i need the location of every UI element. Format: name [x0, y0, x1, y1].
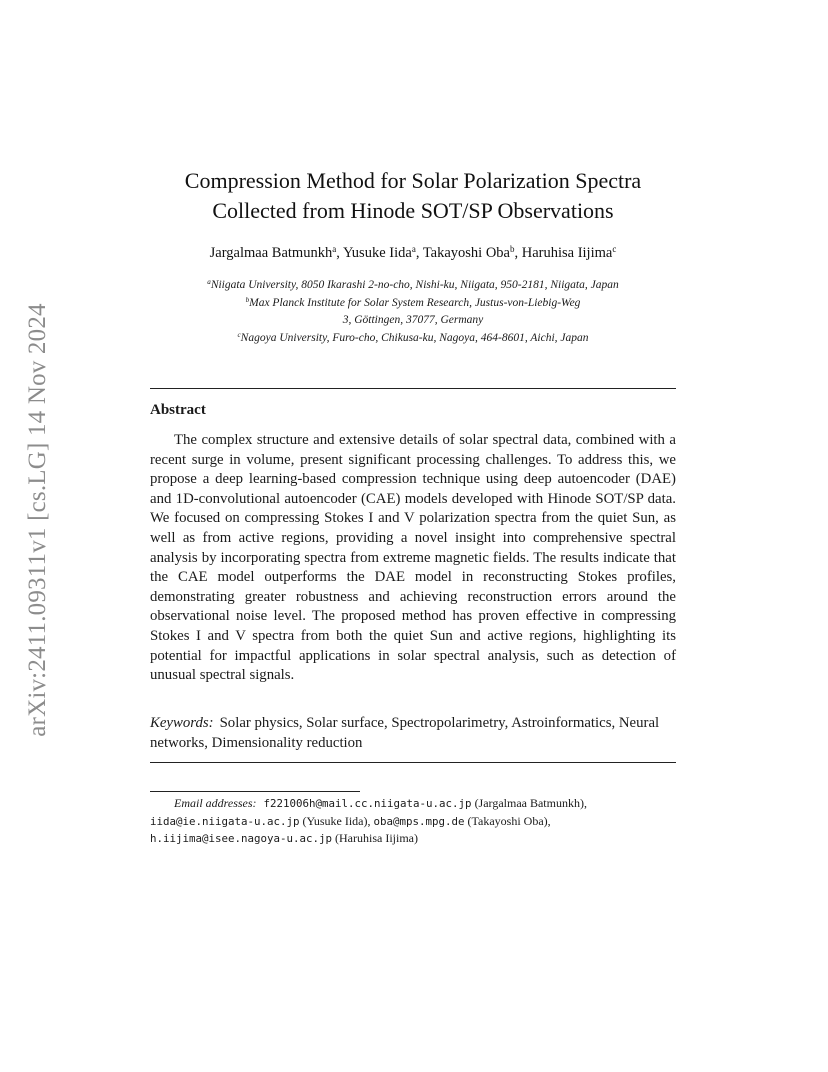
email-owner: (Jargalmaa Batmunkh),: [474, 796, 587, 810]
affiliation-list: [140, 277, 686, 347]
keywords-text: Solar physics, Solar surface, Spectropolarimetry, Astroinformatics, Neural networks, Dimensionality reduction: [150, 715, 660, 751]
paper-title: [150, 166, 676, 226]
affiliation-text: 3, Göttingen, 37077, Germany: [342, 314, 484, 326]
keywords: [150, 713, 676, 753]
affiliation-mark: c: [237, 330, 241, 339]
author-affiliation-mark: a: [411, 244, 416, 255]
email-owner: (Takayoshi Oba),: [467, 813, 551, 828]
affiliation-line: [140, 295, 686, 313]
abstract-top-rule: [150, 388, 676, 389]
affiliation-line: [140, 330, 686, 348]
affiliation-mark: a: [207, 278, 211, 287]
email-address[interactable]: oba@mps.mpg.de: [373, 814, 465, 828]
affiliation-line: [140, 312, 686, 330]
author-affiliation-mark: a: [332, 244, 337, 255]
affiliation-text: Nagoya University, Furo-cho, Chikusa-ku, Nagoya, 464-8601, Aichi, Japan: [240, 331, 589, 344]
abstract-heading: Abstract: [150, 402, 206, 418]
affiliation-line: [140, 277, 686, 295]
abstract-bottom-rule: [150, 762, 676, 763]
footnote-label: Email addresses:: [174, 796, 257, 810]
affiliation-text: Max Planck Institute for Solar System Research, Justus-von-Liebig-Weg: [249, 296, 581, 309]
email-address[interactable]: h.iijima@isee.nagoya-u.ac.jp: [150, 832, 333, 845]
author-name: Haruhisa Iijima: [521, 245, 613, 261]
arxiv-identifier-stamp: arXiv:2411.09311v1 [cs.LG] 14 Nov 2024: [24, 303, 51, 737]
title-line-1: Compression Method for Solar Polarization Spectra: [184, 168, 642, 193]
footnote-rule: [150, 791, 360, 792]
email-address[interactable]: iida@ie.niigata-u.ac.jp: [150, 814, 300, 828]
author-name: Takayoshi Oba: [422, 245, 510, 261]
author-name: Yusuke Iida: [342, 245, 412, 261]
keywords-label: Keywords:: [150, 715, 214, 731]
email-owner: (Yusuke Iida),: [302, 813, 371, 828]
affiliation-text: Niigata University, 8050 Ikarashi 2-no-cho, Nishi-ku, Niigata, 950-2181, Niigata, Japan: [210, 279, 619, 291]
author-list: Jargalmaa Batmunkh$^a$, Yusuke Iida$^a$, Takayoshi Oba$^b$, Haruhisa Iijima$^c$: [209, 244, 617, 261]
author-name: Jargalmaa Batmunkh: [209, 245, 333, 261]
affiliation-mark: b: [245, 295, 250, 304]
author-affiliation-mark: c: [612, 244, 617, 255]
abstract-text: The complex structure and extensive details of solar spectral data, combined with a recent surge in volume, present significant processing challenges. To address this, we propose a deep learning-based compression technique using deep autoencoder (DAE) and 1D-convolutional autoencoder (CAE) models developed with Hinode SOT/SP data. We focused on compressing Stokes I and V polarization spectra from the quiet Sun, as well as from active regions, providing a novel insight into comprehensive spectral analysis by incorporating spectra from extreme magnetic fields. The results indicate that the CAE model outperforms the DAE model in reconstructing Stokes profiles, demonstrating greater robustness and achieving reconstruction errors around the observational noise level. The proposed method has proven effective in compressing Stokes I and V spectra from both the quiet Sun and active regions, highlighting its potential for impactful applications in solar spectral analysis, such as detection of unusual spectral signals.: [150, 432, 676, 684]
email-owner: (Haruhisa Iijima): [335, 831, 418, 845]
email-address[interactable]: f221006h@mail.cc.niigata-u.ac.jp: [263, 797, 472, 810]
author-affiliation-mark: b: [509, 244, 515, 255]
title-line-2: Collected from Hinode SOT/SP Observations: [212, 198, 614, 223]
email-footnote: [150, 795, 676, 848]
